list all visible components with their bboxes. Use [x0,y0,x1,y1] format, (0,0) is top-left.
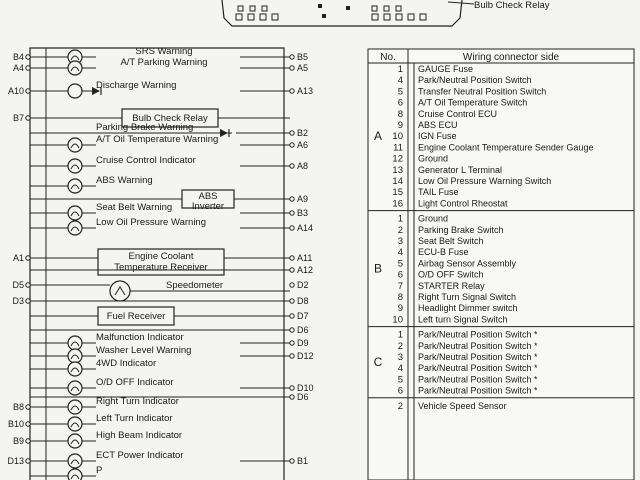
pin-terminal [26,459,30,463]
component-label-speedometer: Speedometer [166,280,224,291]
table-cell-desc: Park/Neutral Position Switch * [418,363,538,374]
pin-terminal [290,283,294,287]
component-label-srs-warning: SRS Warning [135,46,193,57]
table-header-side: Wiring connector side [462,52,560,63]
component-label-abs-warning: ABS Warning [96,175,153,186]
table-cell-no: 13 [392,164,403,176]
table-cell-desc: ECU-B Fuse [418,247,469,258]
table-cell-no: 11 [393,142,403,154]
circuit-row [13,430,182,448]
circuit-row [12,296,308,306]
component-label-washer-level-warning: Washer Level Warning [96,345,192,356]
table-cell-no: 10 [392,131,403,143]
pin-terminal [26,55,30,59]
table-cell-desc: Transfer Neutral Position Switch [418,86,547,97]
lamp-icon [68,434,82,448]
table-cell-desc: Vehicle Speed Sensor [418,400,507,411]
lamp-icon [68,400,82,414]
lamp-icon [68,336,82,350]
pin-right-a5: A5 [297,63,309,73]
group-label-c: C [373,355,383,370]
pin-terminal [290,164,294,168]
pin-terminal [290,256,294,260]
circuit-row [30,358,156,376]
table-cell-no: 6 [397,269,403,281]
table-cell-desc: Ground [418,213,449,224]
speedometer-icon [110,281,130,301]
connector-illustration [222,0,550,26]
lamp-icon [68,138,82,152]
component-label-discharge-warning: Discharge Warning [96,80,177,91]
table-cell-no: 7 [397,280,403,292]
table-cell-desc: Generator L Terminal [418,164,503,175]
table-cell-desc: A/T Oil Temperature Switch [418,97,528,108]
table-cell-desc: Cruise Control ECU [418,108,498,119]
table-cell-no: 1 [397,213,403,225]
pin-terminal [290,328,294,332]
pin-right-a14: A14 [297,223,314,233]
circuit-row [30,155,308,173]
circuit-row [30,307,309,325]
table-cell-no: 2 [397,400,403,412]
table-cell-desc: Park/Neutral Position Switch * [418,385,538,396]
connector-table [368,49,634,480]
pin-right-d7: D7 [297,311,309,321]
pin-terminal [290,197,294,201]
pin-right-d2: D2 [297,280,309,290]
lamp-icon [68,454,82,468]
pin-left-b10: B10 [7,419,24,429]
table-cell-desc: Park/Neutral Position Switch * [418,374,538,385]
pin-terminal [290,55,294,59]
pin-terminal [26,256,30,260]
table-cell-no: 1 [397,329,403,341]
component-label-parking-brake-warning: Parking Brake Warning [96,122,194,133]
component-label-right-turn-indicator: Right Turn Indicator [96,396,179,407]
table-cell-desc: Light Control Rheostat [418,198,508,209]
component-label-ect-power-indicator: ECT Power Indicator [96,450,184,461]
circuit-row [13,396,179,414]
table-cell-desc: GAUGE Fuse [418,64,474,74]
lamp-icon [68,159,82,173]
pin-terminal [26,66,30,70]
table-cell-no: 6 [397,385,403,397]
pin-terminal [290,395,294,399]
lamp-icon [68,417,82,431]
group-label-b: B [373,261,383,276]
group-label-a: A [373,128,383,143]
table-cell-no: 8 [397,292,403,303]
table-cell-no: 3 [397,352,403,363]
table-cell-desc: ABS ECU [418,120,458,130]
table-cell-desc: Seat Belt Switch [418,236,484,246]
pin-terminal [290,314,294,318]
pin-terminal [290,386,294,390]
table-cell-desc: O/D OFF Switch [418,269,484,280]
component-label-o-d-off-indicator: O/D OFF Indicator [96,377,174,388]
component-label-engine-coolant-temperature-receiver: Engine Coolant Temperature Receiver [114,251,208,273]
pin-left-b7: B7 [12,113,24,123]
component-label-left-turn-indicator: Left Turn Indicator [96,413,173,424]
table-cell-no: 14 [392,176,403,187]
pin-left-b4: B4 [12,52,24,62]
pin-terminal [290,211,294,215]
table-cell-no: 9 [397,120,403,131]
pin-terminal [290,341,294,345]
table-cell-no: 8 [397,108,403,120]
pin-terminal [290,143,294,147]
pin-terminal [26,116,30,120]
component-label-seat-belt-warning: Seat Belt Warning [96,202,173,213]
component-label-4wd-indicator: 4WD Indicator [96,358,157,369]
table-cell-no: 9 [397,303,403,315]
table-cell-no: 16 [392,198,403,210]
table-cell-no: 1 [397,64,403,75]
component-label-cruise-control-indicator: Cruise Control Indicator [96,155,196,166]
table-cell-no: 2 [397,340,403,352]
lamp-icon [68,61,82,75]
component-label-bulb-check-relay: Bulb Check Relay [132,113,208,124]
pin-right-b5: B5 [297,52,309,62]
pin-right-a11: A11 [297,253,313,263]
table-cell-no: 12 [392,153,403,165]
pin-right-a13: A13 [297,86,314,96]
pin-left-d3: D3 [12,296,24,306]
pin-right-a9: A9 [297,194,309,204]
lamp-icon [68,206,82,220]
lamp-icon [68,381,82,395]
table-cell-desc: Park/Neutral Position Switch * [418,329,538,340]
component-label-abs-inverter: ABS Inverter [191,191,225,212]
circuit-row [30,377,314,395]
pin-left-b8: B8 [12,402,24,412]
pin-terminal [26,422,30,426]
table-cell-no: 4 [397,363,403,375]
table-cell-no: 6 [397,97,403,109]
pin-terminal [26,283,30,287]
component-label-malfunction-indicator: Malfunction Indicator [96,332,184,343]
table-cell-desc: Park/Neutral Position Switch [418,75,532,86]
pin-right-b3: B3 [297,208,309,218]
table-cell-no: 2 [397,224,403,236]
circuit-row [30,175,153,193]
pin-terminal [26,89,30,93]
lamp-icon [68,349,82,363]
pin-terminal [290,299,294,303]
circuit-row [30,134,308,152]
pin-left-b9: B9 [12,436,24,446]
table-cell-desc: STARTER Relay [418,280,485,291]
pin-terminal [26,439,30,443]
table-cell-no: 15 [392,187,403,199]
table-cell-desc: IGN Fuse [418,131,457,142]
circuit-row [8,413,173,431]
pin-right-a8: A8 [297,161,309,171]
pin-terminal [290,354,294,358]
table-header-no: No. [380,52,396,63]
pin-right-b1: B1 [297,456,309,466]
table-cell-desc: Ground [418,153,449,164]
table-cell-desc: Headlight Dimmer switch [418,303,518,314]
table-cell-desc: Low Oil Pressure Warning Switch [418,176,552,186]
circuit-row [8,80,313,98]
meter-circuit [7,46,313,480]
bulb-check-relay-callout: Bulb Check Relay [474,0,550,11]
pin-left-a10: A10 [7,86,24,96]
diode-icon [220,129,228,137]
circuit-row [30,465,102,480]
component-label-a-t-parking-warning: A/T Parking Warning [120,57,208,68]
component-label-high-beam-indicator: High Beam Indicator [96,430,183,441]
lamp-icon [68,84,82,98]
circuit-row [7,450,308,468]
table-cell-desc: Parking Brake Switch [418,224,504,235]
table-cell-no: 5 [397,86,403,98]
component-label-low-oil-pressure-warning: Low Oil Pressure Warning [96,217,206,228]
circuit-row [12,280,308,301]
table-cell-desc: TAIL Fuse [418,187,459,198]
pin-right-d9: D9 [297,338,309,348]
pin-right-d12: D12 [297,351,314,361]
pin-terminal [290,459,294,463]
pin-left-d13: D13 [7,456,24,466]
lamp-icon [68,179,82,193]
table-cell-no: 10 [392,314,403,326]
table-cell-no: 5 [397,374,403,386]
lamp-icon [68,362,82,376]
table-cell-no: 4 [397,247,403,259]
table-cell-desc: Airbag Sensor Assembly [418,258,517,269]
pin-terminal [26,405,30,409]
pin-terminal [290,131,294,135]
component-label-fuel-receiver: Fuel Receiver [106,311,166,322]
component-label-p: P [96,465,103,476]
pin-right-b2: B2 [297,128,309,138]
table-cell-desc: Left turn Signal Switch [418,314,508,325]
pin-right-a6: A6 [297,140,309,150]
lamp-icon [68,221,82,235]
pin-left-a1: A1 [12,253,24,263]
table-cell-desc: Park/Neutral Position Switch * [418,352,538,362]
table-cell-no: 4 [397,75,403,87]
circuit-row [13,57,308,75]
table-cell-desc: Park/Neutral Position Switch * [418,340,538,351]
pin-terminal [290,268,294,272]
pin-terminal [290,226,294,230]
pin-right-d8: D8 [297,296,309,306]
component-label-a-t-oil-temperature-warning: A/T Oil Temperature Warning [96,134,219,145]
table-cell-desc: Right Turn Signal Switch [418,292,517,302]
pin-right-a12: A12 [297,265,314,275]
pin-left-d5: D5 [12,280,24,290]
pin-left-a4: A4 [12,63,24,73]
pin-terminal [290,66,294,70]
pin-right-d6: D6 [297,392,309,402]
table-cell-desc: Engine Coolant Temperature Sender Gauge [418,142,594,153]
circuit-row [13,249,312,275]
pin-terminal [290,89,294,93]
pin-right-d10: D10 [297,383,314,393]
table-cell-no: 5 [397,258,403,270]
pin-right-d6: D6 [297,325,309,335]
pin-terminal [26,299,30,303]
table-cell-no: 3 [397,236,403,247]
